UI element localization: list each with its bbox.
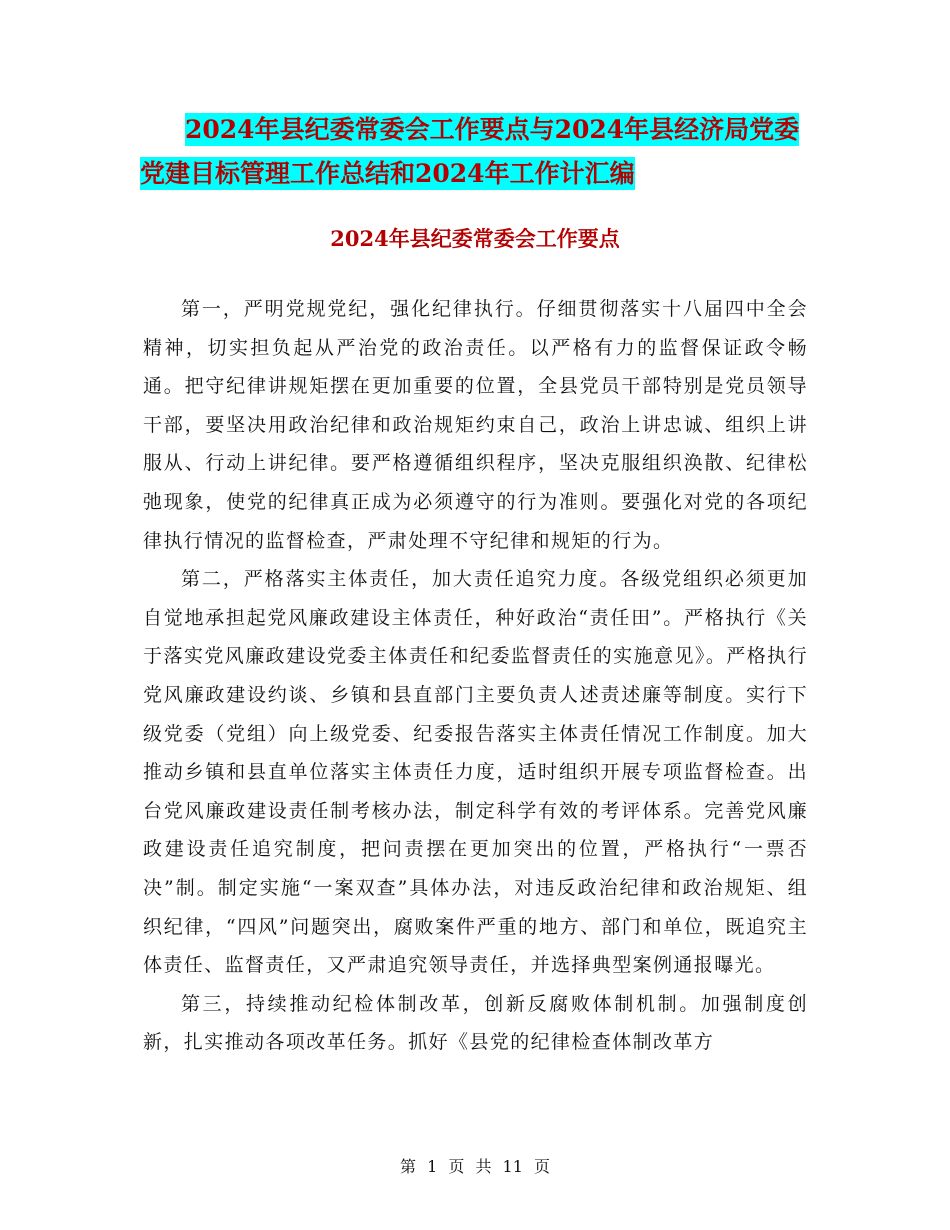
document-body [143, 290, 808, 1062]
paragraph-1: 第一，严明党规党纪，强化纪律执行。仔细贯彻落实十八届四中全会精神，切实担负起从严治党的政治责任。以严格有力的监督保证政令畅通。把守纪律讲规矩摆在更加重要的位置，全县党员干部特别是党员领导干部，要坚决用政治纪律和政治规矩约束自己，政治上讲忠诚、组织上讲服从、行动上讲纪律。要严格遵循组织程序，坚决克服组织涣散、纪律松弛现象，使党的纪律真正成为必须遵守的行为准则。要强化对党的各项纪律执行情况的监督检查，严肃处理不守纪律和规矩的行为。 [143, 298, 808, 552]
paragraph-3: 第三，持续推动纪检体制改革，创新反腐败体制机制。加强制度创新，扎实推动各项改革任务。抓好《县党的纪律检查体制改革方 [143, 992, 808, 1054]
title-line-2: 党建目标管理工作总结和2024年工作计汇编 [140, 159, 635, 188]
paragraph-2: 第二，严格落实主体责任，加大责任追究力度。各级党组织必须更加自觉地承担起党风廉政建设主体责任，种好政治“责任田”。严格执行《关于落实党风廉政建设党委主体责任和纪委监督责任的实施意见》。严格执行党风廉政建设约谈、乡镇和县直部门主要负责人述责述廉等制度。实行下级党委（党组）向上级党委、纪委报告落实主体责任情况工作制度。加大推动乡镇和县直单位落实主体责任力度，适时组织开展专项监督检查。出台党风廉政建设责任制考核办法，制定科学有效的考评体系。完善党风廉政建设责任追究制度，把问责摆在更加突出的位置，严格执行“一票否决”制。制定实施“一案双查”具体办法，对违反政治纪律和政治规矩、组织纪律，“四风”问题突出，腐败案件严重的地方、部门和单位，既追究主体责任、监督责任，又严肃追究领导责任，并选择典型案例通报曝光。 [143, 568, 808, 977]
title-line-1: 2024年县纪委常委会工作要点与2024年县经济局党委 [185, 115, 800, 144]
section-heading: 2024年县纪委常委会工作要点 [330, 226, 620, 251]
document-title [140, 108, 830, 196]
page-footer: 第 1 页 共 11 页 [400, 1157, 550, 1176]
